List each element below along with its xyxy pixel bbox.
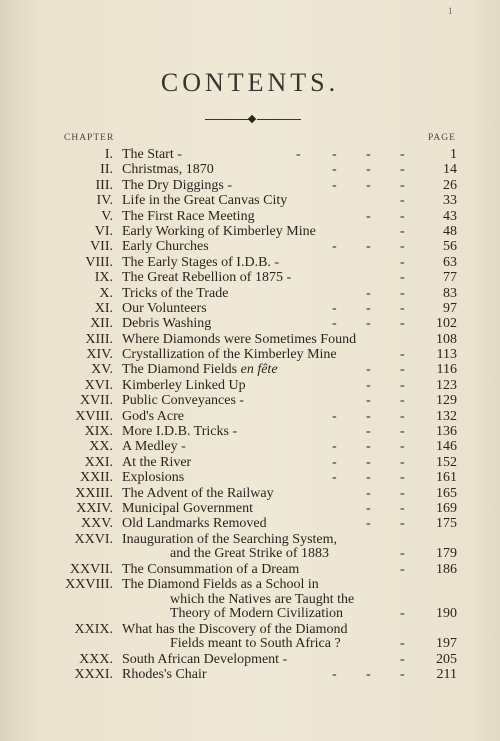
- leader-dashes: [0, 470, 500, 485]
- toc-row: [0, 178, 500, 193]
- leader-dash: -: [366, 177, 371, 193]
- chapter-number: XXIV.: [76, 500, 113, 516]
- chapter-title: The Early Stages of I.D.B. -: [122, 254, 280, 270]
- page-number: 48: [443, 223, 457, 239]
- page-number: 113: [436, 347, 457, 363]
- leader-dash: -: [400, 177, 405, 193]
- chapter-title: Life in the Great Canvas City: [122, 193, 288, 209]
- leader-dash: -: [332, 316, 337, 332]
- leader-dashes: [0, 652, 500, 667]
- leader-dash: -: [400, 147, 405, 162]
- toc-row: [0, 622, 500, 637]
- leader-dash: -: [366, 454, 371, 470]
- chapter-title: What has the Discovery of the Diamond: [122, 621, 348, 637]
- chapter-number: XII.: [90, 316, 113, 332]
- chapter-number: III.: [95, 177, 113, 193]
- leader-dashes: [0, 239, 500, 254]
- page-number: 83: [443, 285, 457, 301]
- leader-dash: -: [400, 316, 405, 332]
- toc-row: [0, 409, 500, 424]
- chapter-title: A Medley -: [122, 439, 186, 455]
- toc-row: [0, 486, 500, 501]
- toc-row: [0, 347, 500, 362]
- toc-row: [0, 516, 500, 531]
- leader-dashes: [0, 393, 500, 408]
- page-number: 77: [443, 270, 457, 286]
- leader-dash: -: [366, 316, 371, 332]
- chapter-number: XXIII.: [75, 485, 113, 501]
- leader-dashes: [0, 424, 500, 439]
- chapter-title: South African Development -: [122, 651, 288, 667]
- page-number: 14: [443, 162, 457, 178]
- chapter-title: The Dry Diggings -: [122, 177, 233, 193]
- page-number: 179: [436, 546, 457, 562]
- chapter-title: Our Volunteers: [122, 300, 207, 316]
- chapter-number: XXX.: [79, 651, 113, 667]
- leader-dashes: [0, 378, 500, 393]
- chapter-number: X.: [99, 285, 113, 301]
- toc-row: [0, 316, 500, 331]
- chapter-title: The Diamond Fields as a School in: [122, 577, 319, 593]
- toc-row: [0, 332, 500, 347]
- toc-row: [0, 255, 500, 270]
- toc-row: [0, 224, 500, 239]
- toc-row: [0, 532, 500, 547]
- leader-dashes: [0, 255, 500, 270]
- chapter-title: Where Diamonds were Sometimes Found: [122, 331, 357, 347]
- ornament-rule-left: [205, 119, 249, 120]
- toc-row: [0, 424, 500, 439]
- leader-dash: -: [366, 208, 371, 224]
- page-number: 43: [443, 208, 457, 224]
- leader-dash: -: [332, 300, 337, 316]
- toc-row: [0, 286, 500, 301]
- leader-dash: -: [332, 454, 337, 470]
- page-number: 102: [436, 316, 457, 332]
- page-number: 33: [443, 193, 457, 209]
- leader-dash: -: [400, 347, 405, 363]
- chapter-number: XIX.: [84, 424, 113, 440]
- leader-dash: -: [366, 377, 371, 393]
- chapter-number: XVI.: [84, 377, 113, 393]
- leader-dash: -: [400, 193, 405, 209]
- leader-dashes: [0, 147, 500, 162]
- chapter-number: IV.: [96, 193, 113, 209]
- leader-dash: -: [366, 470, 371, 486]
- leader-dash: -: [366, 500, 371, 516]
- chapter-title: Inauguration of the Searching System,: [122, 531, 338, 547]
- chapter-number: XXV.: [80, 516, 113, 532]
- leader-dashes: [0, 178, 500, 193]
- chapter-number: V.: [101, 208, 113, 224]
- contents-list: [0, 147, 500, 682]
- leader-dash: -: [366, 424, 371, 440]
- leader-dashes: [0, 607, 500, 622]
- leader-dash: -: [332, 470, 337, 486]
- toc-row: [0, 193, 500, 208]
- chapter-title: which the Natives are Taught the: [170, 591, 355, 607]
- leader-dash: -: [400, 636, 405, 652]
- chapter-number: XXXI.: [74, 667, 113, 683]
- chapter-title: Rhodes's Chair: [122, 667, 207, 683]
- page-number: 26: [443, 177, 457, 193]
- page-number: 136: [436, 424, 457, 440]
- toc-row: [0, 577, 500, 592]
- leader-dashes: [0, 667, 500, 682]
- page-number: 211: [436, 667, 457, 683]
- leader-dash: -: [400, 561, 405, 577]
- title-ornament: [205, 116, 301, 124]
- chapter-number: XX.: [89, 439, 113, 455]
- toc-row: [0, 455, 500, 470]
- page-title: CONTENTS.: [160, 68, 340, 97]
- page-number: 186: [436, 561, 457, 577]
- toc-row-continuation: [0, 547, 500, 562]
- chapter-title: Municipal Government: [122, 500, 254, 516]
- leader-dash: -: [366, 439, 371, 455]
- leader-dash: -: [400, 516, 405, 532]
- toc-row: [0, 562, 500, 577]
- toc-row: [0, 162, 500, 177]
- toc-row-continuation: [0, 607, 500, 622]
- leader-dash: -: [366, 162, 371, 178]
- chapter-title: At the River: [122, 454, 192, 470]
- page-number: 175: [436, 516, 457, 532]
- chapter-title: Explosions: [122, 470, 185, 486]
- toc-row: [0, 393, 500, 408]
- toc-row: [0, 667, 500, 682]
- page-number: 205: [436, 651, 457, 667]
- leader-dash: -: [332, 162, 337, 178]
- chapter-number: VII.: [90, 239, 113, 255]
- chapter-number: I.: [104, 147, 113, 162]
- page-number: 97: [443, 300, 457, 316]
- chapter-title: Theory of Modern Civilization: [170, 606, 344, 622]
- page-number: 197: [436, 636, 457, 652]
- chapter-number: XVII.: [79, 393, 113, 409]
- leader-dash: -: [400, 500, 405, 516]
- leader-dashes: [0, 439, 500, 454]
- leader-dash: -: [400, 667, 405, 683]
- toc-row: [0, 270, 500, 285]
- page-number: 108: [436, 331, 457, 347]
- chapter-number: II.: [100, 162, 113, 178]
- page-column-header: PAGE: [428, 133, 456, 143]
- leader-dashes: [0, 516, 500, 531]
- chapter-number: XIII.: [85, 331, 113, 347]
- leader-dashes: [0, 301, 500, 316]
- diamond-ornament-icon: [248, 115, 256, 123]
- chapter-title: The Consummation of a Dream: [122, 561, 300, 577]
- leader-dash: -: [366, 516, 371, 532]
- leader-dash: -: [400, 254, 405, 270]
- page-number: 132: [436, 408, 457, 424]
- chapter-title: Tricks of the Trade: [122, 285, 229, 301]
- leader-dash: -: [400, 270, 405, 286]
- chapter-title: Fields meant to South Africa ?: [170, 636, 341, 652]
- chapter-title: Crystallization of the Kimberley Mine: [122, 347, 337, 363]
- chapter-number: XXII.: [79, 470, 113, 486]
- toc-row: [0, 239, 500, 254]
- page-number: 116: [436, 362, 457, 378]
- chapter-column-header: CHAPTER: [64, 133, 115, 143]
- toc-row-continuation: [0, 593, 500, 608]
- chapter-title: The Advent of the Railway: [122, 485, 274, 501]
- chapter-number: XVIII.: [75, 408, 113, 424]
- ornament-rule-right: [257, 119, 301, 120]
- page-number: 165: [436, 485, 457, 501]
- page-number: 63: [443, 254, 457, 270]
- leader-dash: -: [400, 439, 405, 455]
- leader-dash: -: [400, 424, 405, 440]
- leader-dash: -: [400, 408, 405, 424]
- toc-row-continuation: [0, 637, 500, 652]
- chapter-title: The First Race Meeting: [122, 208, 255, 224]
- page-number: 169: [436, 500, 457, 516]
- chapter-title: Public Conveyances -: [122, 393, 245, 409]
- chapter-title: Early Working of Kimberley Mine: [122, 223, 316, 239]
- page-number: 190: [436, 606, 457, 622]
- toc-row: [0, 470, 500, 485]
- leader-dash: -: [332, 667, 337, 683]
- leader-dashes: [0, 501, 500, 516]
- toc-row: [0, 362, 500, 377]
- leader-dashes: [0, 362, 500, 377]
- chapter-number: XI.: [94, 300, 113, 316]
- leader-dashes: [0, 637, 500, 652]
- chapter-title: Kimberley Linked Up: [122, 377, 246, 393]
- chapter-title: The Start -: [122, 147, 182, 162]
- toc-row: [0, 209, 500, 224]
- page-number: 56: [443, 239, 457, 255]
- leader-dash: -: [400, 300, 405, 316]
- leader-dashes: [0, 347, 500, 362]
- page-number: 1: [450, 147, 457, 162]
- leader-dash: -: [400, 223, 405, 239]
- leader-dashes: [0, 455, 500, 470]
- chapter-number: XXI.: [84, 454, 113, 470]
- leader-dash: -: [332, 147, 337, 162]
- leader-dashes: [0, 286, 500, 301]
- leader-dashes: [0, 547, 500, 562]
- leader-dash: -: [400, 393, 405, 409]
- leader-dashes: [0, 224, 500, 239]
- chapter-title: Early Churches: [122, 239, 209, 255]
- leader-dash: -: [400, 470, 405, 486]
- leader-dashes: [0, 486, 500, 501]
- leader-dash: -: [400, 606, 405, 622]
- chapter-title: More I.D.B. Tricks -: [122, 424, 238, 440]
- leader-dash: -: [366, 147, 371, 162]
- chapter-number: XXVI.: [74, 531, 113, 547]
- leader-dash: -: [366, 300, 371, 316]
- leader-dash: -: [366, 485, 371, 501]
- page-number: 123: [436, 377, 457, 393]
- leader-dash: -: [400, 485, 405, 501]
- leader-dash: -: [332, 177, 337, 193]
- toc-row: [0, 301, 500, 316]
- chapter-title: Christmas, 1870: [122, 162, 214, 178]
- leader-dashes: [0, 270, 500, 285]
- page-number: 146: [436, 439, 457, 455]
- leader-dash: -: [400, 377, 405, 393]
- chapter-number: XXVIII.: [65, 577, 113, 593]
- leader-dash: -: [366, 393, 371, 409]
- leader-dashes: [0, 193, 500, 208]
- leader-dash: -: [400, 454, 405, 470]
- chapter-title: Old Landmarks Removed: [122, 516, 267, 532]
- page-number: 129: [436, 393, 457, 409]
- leader-dashes: [0, 562, 500, 577]
- leader-dash: -: [366, 667, 371, 683]
- leader-dash: -: [400, 362, 405, 378]
- chapter-title: The Diamond Fields en fête: [122, 362, 278, 378]
- chapter-number: XXIX.: [74, 621, 113, 637]
- leader-dash: -: [366, 239, 371, 255]
- leader-dash: -: [332, 439, 337, 455]
- leader-dash: -: [400, 239, 405, 255]
- chapter-number: XV.: [91, 362, 113, 378]
- leader-dash: -: [296, 147, 301, 162]
- leader-dash: -: [332, 408, 337, 424]
- chapter-number: VI.: [94, 223, 113, 239]
- chapter-title: The Great Rebellion of 1875 -: [122, 270, 292, 286]
- leader-dash: -: [332, 239, 337, 255]
- toc-row: [0, 439, 500, 454]
- toc-row: [0, 147, 500, 162]
- page-number: 152: [436, 454, 457, 470]
- leader-dashes: [0, 316, 500, 331]
- leader-dash: -: [366, 285, 371, 301]
- chapter-number: XIV.: [86, 347, 113, 363]
- leader-dashes: [0, 409, 500, 424]
- leader-dash: -: [400, 651, 405, 667]
- toc-row: [0, 652, 500, 667]
- chapter-title: Debris Washing: [122, 316, 212, 332]
- chapter-number: XXVII.: [69, 561, 113, 577]
- leader-dash: -: [400, 285, 405, 301]
- leader-dash: -: [366, 362, 371, 378]
- leader-dashes: [0, 209, 500, 224]
- leader-dash: -: [400, 208, 405, 224]
- chapter-title: and the Great Strike of 1883: [170, 546, 330, 562]
- page-mark: 1: [448, 6, 453, 16]
- leader-dash: -: [400, 546, 405, 562]
- chapter-number: VIII.: [85, 254, 113, 270]
- toc-row: [0, 501, 500, 516]
- leader-dash: -: [400, 162, 405, 178]
- chapter-title: God's Acre: [122, 408, 185, 424]
- leader-dashes: [0, 162, 500, 177]
- chapter-number: IX.: [94, 270, 113, 286]
- page-number: 161: [436, 470, 457, 486]
- toc-row: [0, 378, 500, 393]
- leader-dash: -: [366, 408, 371, 424]
